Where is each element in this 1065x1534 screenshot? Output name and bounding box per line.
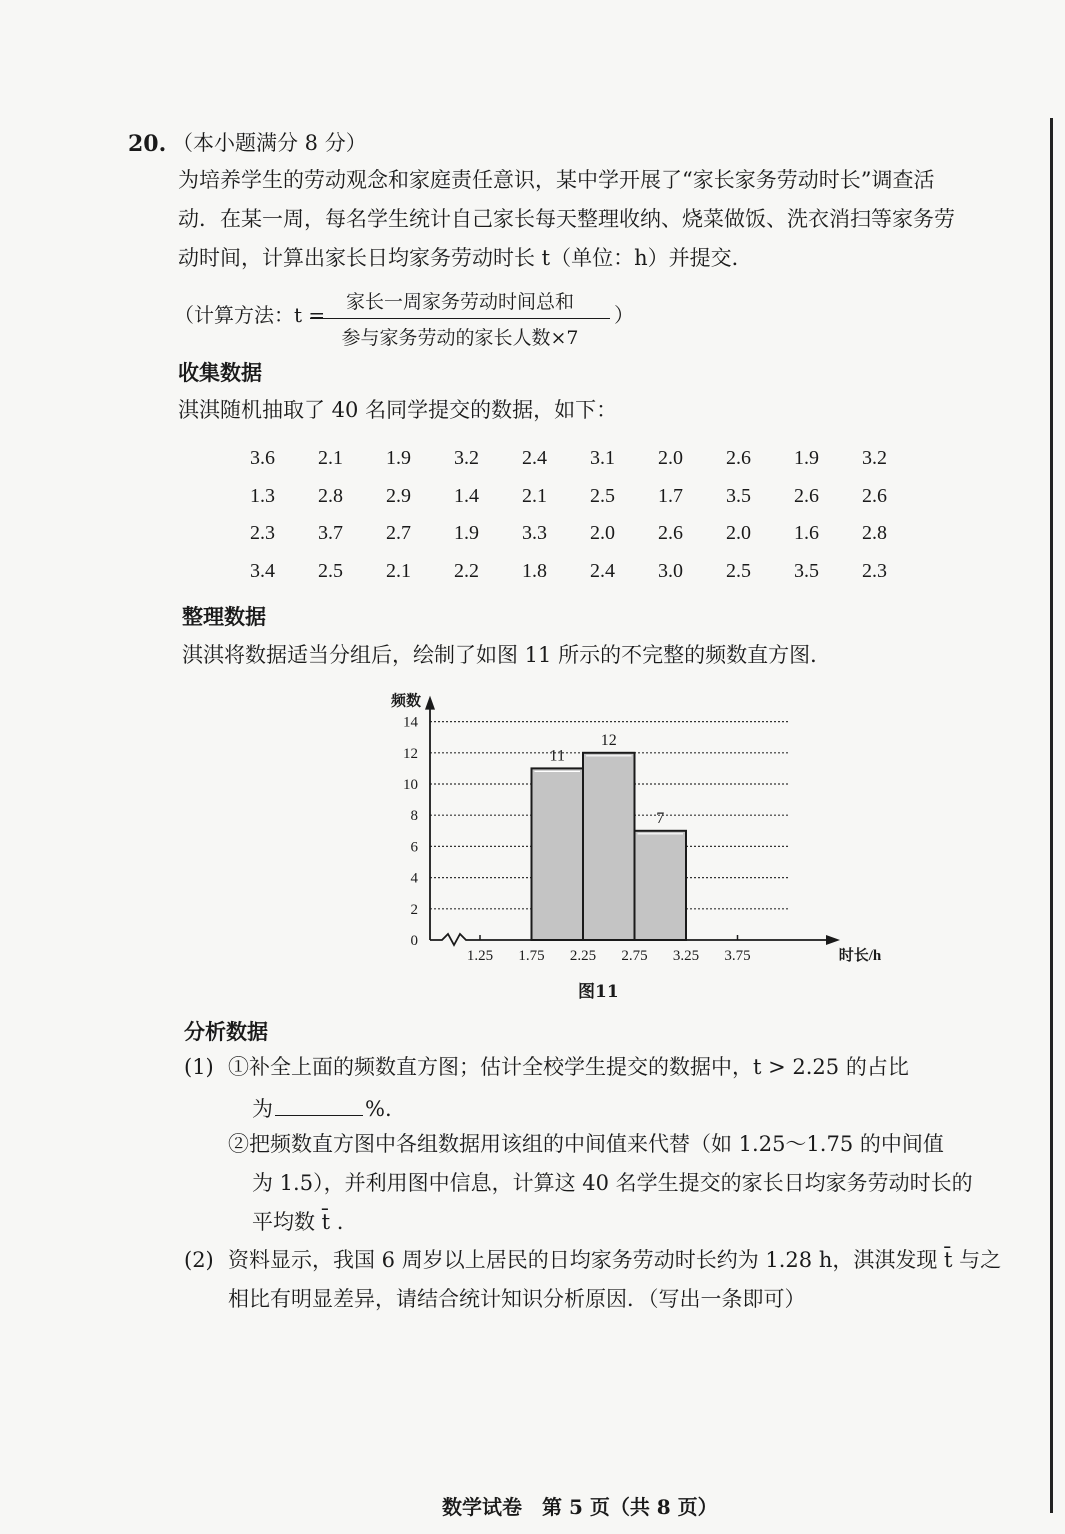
x-tick-label: 3.75 [724, 948, 751, 964]
x-tick-label: 2.25 [569, 948, 597, 964]
organize-heading: 整理数据 [182, 604, 266, 629]
data-cell: 2.5 [726, 559, 751, 582]
collect-text: 淇淇随机抽取了 40 名同学提交的数据，如下： [178, 398, 618, 422]
data-cell: 1.9 [794, 447, 819, 470]
frequency-histogram [360, 680, 882, 970]
data-cell: 2.3 [862, 559, 887, 582]
q1a-suffix: %. [365, 1097, 392, 1121]
data-cell: 3.2 [454, 447, 479, 470]
histogram-bar [532, 768, 584, 940]
q2-line-1: 资料显示，我国 6 周岁以上居民的日均家务劳动时长约为 1.28 h，淇淇发现 t̄ 与之 [228, 1248, 1002, 1272]
data-cell: 2.7 [386, 522, 411, 545]
data-table [250, 440, 930, 590]
histogram-bar [635, 831, 687, 940]
y-tick-label: 14 [403, 714, 418, 731]
data-cell: 2.5 [318, 559, 343, 582]
x-axis-arrow [826, 935, 840, 945]
q1a-prefix: 为 [252, 1097, 273, 1121]
formula-denominator: 参与家务劳动的家长人数×7 [341, 327, 579, 349]
data-cell: 2.6 [658, 522, 683, 545]
y-tick-label: 0 [410, 933, 418, 949]
y-tick-label: 10 [403, 777, 418, 793]
data-cell: 1.6 [794, 522, 819, 545]
x-tick-label: 2.75 [621, 948, 648, 964]
data-cell: 1.7 [658, 484, 683, 507]
intro-line-1: 为培养学生的劳动观念和家庭责任意识，某中学开展了“家长家务劳动时长”调查活 [178, 168, 935, 192]
score-note: （本小题满分 8 分） [172, 131, 367, 155]
data-cell: 1.8 [522, 559, 547, 582]
q1b-line-3: 平均数 t̄ . [252, 1210, 344, 1234]
bar-value-label: 12 [600, 731, 617, 749]
y-tick-label: 6 [410, 839, 418, 856]
data-cell: 2.0 [590, 522, 615, 545]
q1b-line-1: ②把频数直方图中各组数据用该组的中间值来代替（如 1.25～1.75 的中间值 [228, 1132, 944, 1156]
data-cell: 2.6 [794, 484, 819, 507]
y-tick-label: 12 [403, 745, 418, 762]
data-cell: 2.8 [318, 484, 343, 507]
formula-prefix: （计算方法：t = [174, 303, 326, 327]
formula-suffix: ） [614, 303, 634, 327]
data-cell: 1.3 [250, 484, 275, 507]
q1b-line-2: 为 1.5），并利用图中信息，计算这 40 名学生提交的家长日均家务劳动时长的 [252, 1171, 973, 1195]
q2-line-2: 相比有明显差异，请结合统计知识分析原因．（写出一条即可） [228, 1287, 806, 1311]
q1-label: (1) [184, 1055, 214, 1079]
data-cell: 2.6 [726, 447, 751, 470]
data-cell: 3.0 [658, 559, 683, 582]
data-row [250, 478, 930, 516]
formula-fraction [310, 287, 610, 350]
data-cell: 2.2 [454, 559, 479, 582]
data-cell: 3.5 [726, 484, 751, 507]
data-row [250, 553, 930, 591]
q1a-line-2 [252, 1097, 392, 1120]
y-tick-label: 8 [410, 808, 418, 825]
y-axis-arrow [425, 696, 435, 710]
data-cell: 2.4 [590, 559, 615, 582]
data-cell: 3.7 [318, 522, 343, 545]
data-cell: 2.9 [386, 484, 411, 507]
collect-heading: 收集数据 [178, 360, 262, 385]
data-cell: 2.1 [318, 447, 343, 470]
intro-line-2: 动．在某一周，每名学生统计自己家长每天整理收纳、烧菜做饭、洗衣消扫等家务劳 [178, 207, 955, 231]
page-footer: 数学试卷 第 5 页（共 8 页） [442, 1495, 718, 1519]
intro-line-3: 动时间，计算出家长日均家务劳动时长 t（单位：h）并提交． [178, 246, 753, 270]
q1a-line-1: ①补全上面的频数直方图；估计全校学生提交的数据中，t > 2.25 的占比 [228, 1055, 909, 1079]
data-cell: 2.0 [726, 522, 751, 545]
data-cell: 1.9 [386, 447, 411, 470]
data-cell: 2.6 [862, 484, 887, 507]
data-cell: 3.1 [590, 447, 615, 470]
data-cell: 3.4 [250, 559, 275, 582]
data-cell: 2.0 [658, 447, 683, 470]
data-cell: 1.9 [454, 522, 479, 545]
bar-value-label: 11 [549, 747, 565, 765]
data-cell: 3.2 [862, 447, 887, 470]
organize-text: 淇淇将数据适当分组后，绘制了如图 11 所示的不完整的频数直方图． [182, 643, 832, 667]
data-cell: 2.5 [590, 484, 615, 507]
analyze-heading: 分析数据 [184, 1019, 268, 1044]
data-row [250, 440, 930, 478]
data-cell: 3.3 [522, 522, 547, 545]
data-cell: 3.6 [250, 447, 275, 470]
x-axis-label: 时长/h [838, 948, 882, 964]
data-cell: 1.4 [454, 484, 479, 507]
formula-numerator: 家长一周家务劳动时间总和 [310, 287, 610, 319]
data-cell: 2.4 [522, 447, 547, 470]
data-cell: 2.1 [522, 484, 547, 507]
q2-label: (2) [184, 1248, 214, 1272]
question-number: 20. [128, 131, 167, 157]
page-margin-line [1050, 118, 1053, 1513]
data-cell: 2.3 [250, 522, 275, 545]
x-tick-label: 1.75 [518, 948, 545, 964]
data-cell: 3.5 [794, 559, 819, 582]
data-cell: 2.8 [862, 522, 887, 545]
y-tick-label: 4 [410, 870, 418, 887]
figure-caption: 图11 [578, 982, 619, 1002]
x-tick-label: 1.25 [466, 948, 494, 964]
data-row [250, 515, 930, 553]
bar-value-label: 7 [656, 809, 665, 827]
y-axis-label: 频数 [390, 693, 422, 710]
x-tick-label: 3.25 [672, 948, 700, 964]
histogram-bar [583, 753, 635, 940]
y-tick-label: 2 [410, 901, 418, 918]
answer-blank[interactable] [275, 1097, 363, 1116]
data-cell: 2.1 [386, 559, 411, 582]
